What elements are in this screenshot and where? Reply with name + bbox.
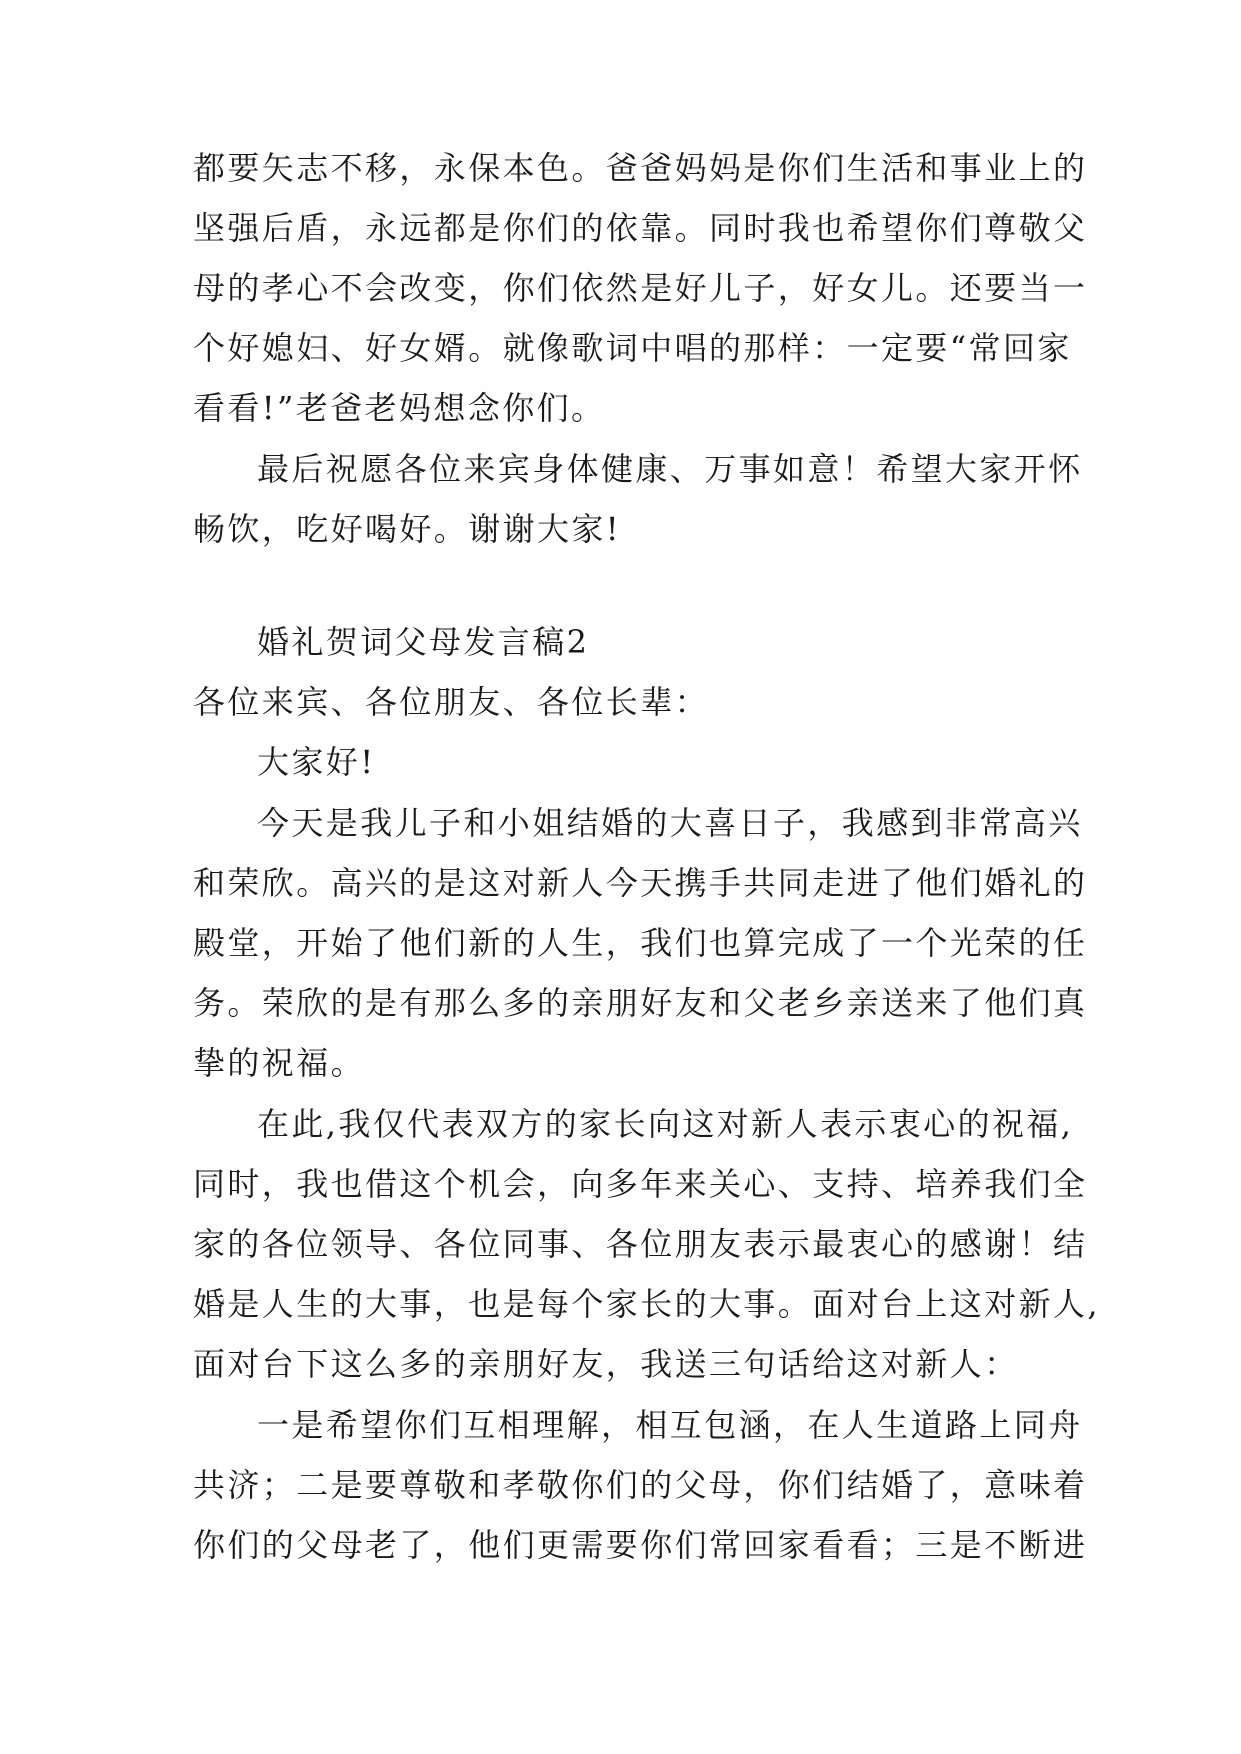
section-title: 婚礼贺词父母发言稿2: [257, 623, 590, 661]
text-line-19: 婚是人生的大事，也是每个家长的大事。面对台上这对新人,: [193, 1285, 1100, 1323]
text-line-18: 家的各位领导、各位同事、各位朋友表示最衷心的感谢！结: [193, 1225, 1088, 1263]
text-line-21: 一是希望你们互相理解，相互包涵，在人生道路上同舟: [257, 1406, 1083, 1444]
text-line-1: 都要矢志不移，永保本色。爸爸妈妈是你们生活和事业上的: [193, 149, 1088, 187]
text-line-11: 今天是我儿子和小姐结婚的大喜日子，我感到非常高兴: [257, 804, 1083, 842]
text-line-20: 面对台下这么多的亲朋好友，我送三句话给这对新人：: [193, 1345, 1019, 1383]
text-line-4: 个好媳妇、好女婿。就像歌词中唱的那样：一定要“常回家: [193, 329, 1072, 367]
greeting: 大家好!: [257, 743, 376, 781]
text-line-2: 坚强后盾，永远都是你们的依靠。同时我也希望你们尊敬父: [193, 209, 1088, 247]
text-line-13: 殿堂，开始了他们新的人生，我们也算完成了一个光荣的任: [193, 924, 1088, 962]
text-line-17: 同时，我也借这个机会，向多年来关心、支持、培养我们全: [193, 1165, 1088, 1203]
text-line-12: 和荣欣。高兴的是这对新人今天携手共同走进了他们婚礼的: [193, 864, 1088, 902]
text-line-14: 务。荣欣的是有那么多的亲朋好友和父老乡亲送来了他们真: [193, 984, 1088, 1022]
salutation: 各位来宾、各位朋友、各位长辈：: [193, 683, 710, 721]
text-line-6: 最后祝愿各位来宾身体健康、万事如意！希望大家开怀: [257, 450, 1083, 488]
text-line-5: 看看!”老爸老妈想念你们。: [193, 389, 606, 427]
text-line-15: 挚的祝福。: [193, 1044, 366, 1082]
text-line-7: 畅饮，吃好喝好。谢谢大家!: [193, 510, 622, 548]
text-line-22: 共济；二是要尊敬和孝敬你们的父母，你们结婚了，意味着: [193, 1466, 1088, 1504]
text-line-3: 母的孝心不会改变，你们依然是好儿子，好女儿。还要当一: [193, 269, 1088, 307]
text-line-16: 在此,我仅代表双方的家长向这对新人表示衷心的祝福,: [257, 1105, 1074, 1143]
text-line-23: 你们的父母老了，他们更需要你们常回家看看；三是不断进: [193, 1526, 1088, 1564]
